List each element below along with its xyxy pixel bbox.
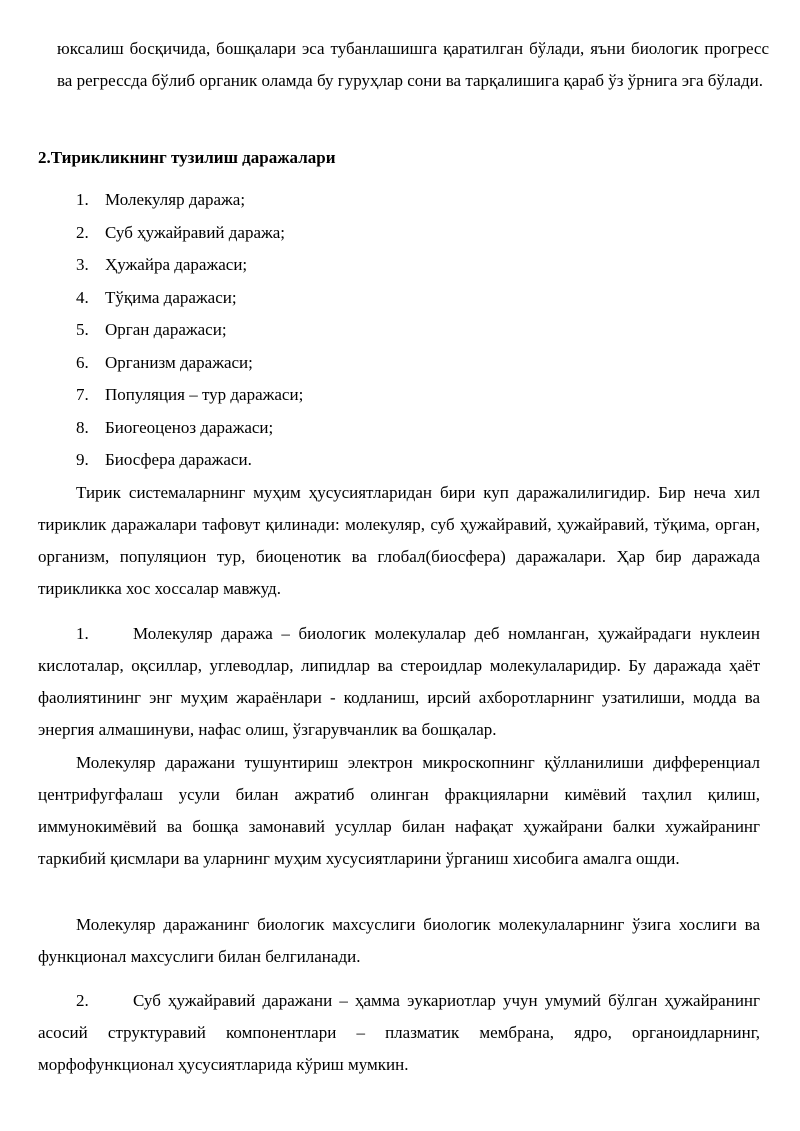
paragraph-number: 2. (76, 991, 89, 1010)
list-item-text: Орган даражаси; (105, 320, 227, 339)
list-item-number: 3. (76, 255, 89, 274)
list-item-number: 9. (76, 450, 89, 469)
paragraph-text: Молекуляр даража – биологик молекулалар деб номланган, ҳужайрадаги нуклеин кислоталар, оқсиллар, углеводлар, липидлар ва стероидлар молекулаларидир. Бу даражада ҳаёт фаолиятининг энг муҳим жараёнлари - кодланиш, ирсий ахборотларнинг узатилиши, модда ва энергия алмашинуви, нафас олиш, ўзгарувчанлик ва бошқалар. (38, 624, 760, 739)
list-item (76, 379, 303, 412)
list-item-text: Ҳужайра даражаси; (105, 255, 248, 274)
list-item (76, 249, 303, 282)
systems-paragraph: Тирик системаларнинг муҳим ҳусусиятларидан бири куп даражалилигидир. Бир неча хил тириклик даражалари тафовут қилинади: молекуляр, суб ҳужайравий, ҳужайравий, тўқима, орган, организм, популяцион тур, биоценотик ва глобал(биосфера) даражалари. Ҳар бир даражада тирикликка хос хоссалар мавжуд. (38, 483, 760, 598)
intro-paragraph: юксалиш босқичида, бошқалари эса тубанлашишга қаратилган бўлади, яъни биологик прогресс ва регрессда бўлиб органик оламда бу гуруҳлар сони ва тарқалишига қараб ўз ўрнига эга бўлади. (57, 39, 769, 90)
list-item (76, 444, 303, 477)
list-item-number: 6. (76, 352, 89, 372)
list-item-number: 7. (76, 385, 89, 404)
levels-list (76, 184, 303, 477)
list-item-number: 4. (76, 287, 89, 307)
paragraph-text: Суб ҳужайравий даражани – ҳамма эукариотлар учун умумий бўлган ҳужайранинг асосий структуравий компонентлари – плазматик мембрана, ядро, органоидларнинг, морфофункционал ҳусусиятларида кўриш мумкин. (38, 991, 760, 1074)
list-item-number: 1. (76, 190, 89, 209)
section-heading: 2.Тирикликнинг тузилиш даражалари (38, 148, 336, 167)
list-item-text: Тўқима даражаси; (105, 287, 237, 307)
list-item (76, 347, 303, 380)
molecular-level-paragraph (38, 618, 760, 746)
list-item (76, 184, 303, 217)
list-item-number: 2. (76, 222, 89, 242)
list-item-text: Организм даражаси; (105, 352, 253, 372)
explanation-paragraph: Молекуляр даражани тушунтириш электрон микроскопнинг қўлланилиши дифференциал центрифугфалаш усули билан ажратиб олинган фракцияларни кимёвий таҳлил қилиш, иммунокимёвий ва бошқа замонавий усуллар билан нафақат ҳужайрани балки хужайранинг таркибий қисмлари ва уларнинг муҳим хусусиятларини ўрганиш хисобига амалга ошди. (38, 753, 760, 868)
list-item-number: 5. (76, 320, 89, 339)
list-item-text: Биосфера даражаси. (105, 450, 252, 469)
list-item (76, 314, 303, 347)
list-item (76, 282, 303, 315)
list-item (76, 412, 303, 445)
list-item-text: Популяция – тур даражаси; (105, 385, 304, 404)
specificity-paragraph: Молекуляр даражанинг биологик махсуслиги биологик молекулаларнинг ўзига хослиги ва функционал махсуслиги билан белгиланади. (38, 915, 760, 966)
paragraph-number: 1. (76, 624, 89, 643)
list-item-text: Биогеоценоз даражаси; (105, 417, 274, 437)
list-item-text: Суб ҳужайравий даража; (105, 222, 286, 242)
list-item-number: 8. (76, 417, 89, 437)
list-item-text: Молекуляр даража; (105, 190, 246, 209)
subcellular-level-paragraph (38, 985, 760, 1081)
list-item (76, 217, 303, 250)
